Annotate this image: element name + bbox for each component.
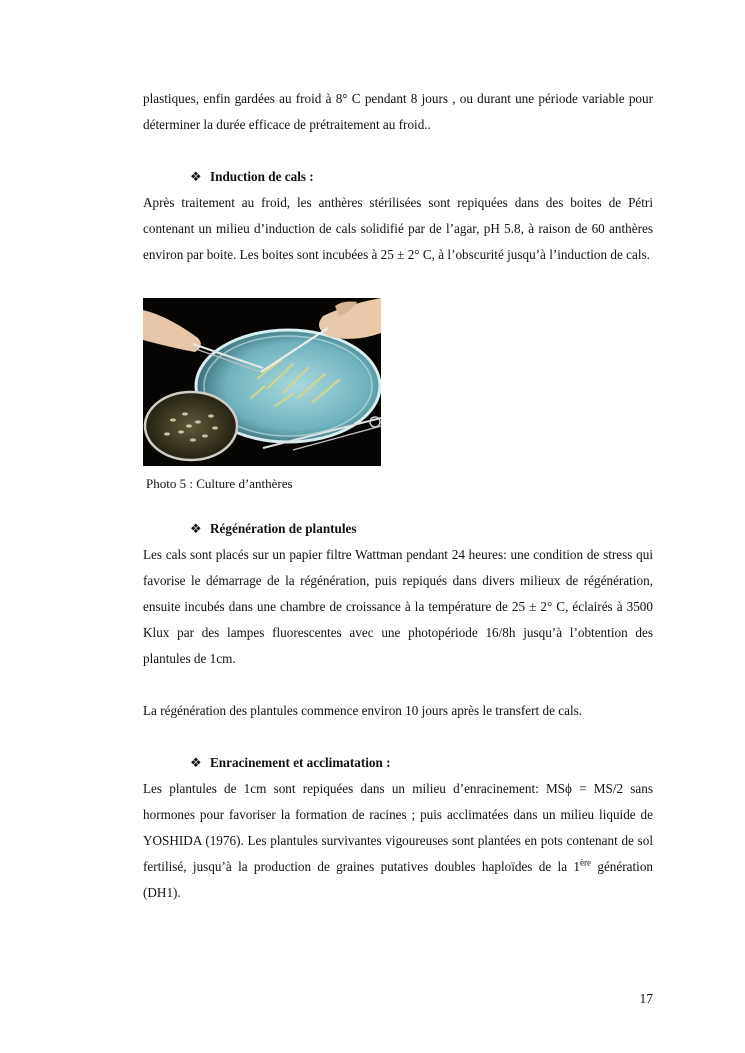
photo-caption: Photo 5 : Culture d’anthères [146,476,293,491]
heading-rooting-title: Enracinement et acclimatation : [210,755,391,770]
bullet-icon: ❖ [190,169,202,184]
heading-induction-title: Induction de cals : [210,169,314,184]
paragraph-rooting-end: génération (DH1). [143,859,654,900]
paragraph-rooting-text: Les plantules de 1cm sont repiquées dans un milieu d’enracinement: MSϕ = MS/2 sans hormones pour favoriser la formation de racines ; puis acclimatées dans un milieu liquide de YOSHIDA (1976). Les plantules survivantes vigoureuses sont plantées en pots contenant de sol fertilisé, jusqu’à la production de graines putatives doubles haploïdes de la 1 [143,781,653,874]
document-page [143,86,653,906]
anther-culture-photo [143,298,381,466]
heading-regeneration-title: Régénération de plantules [210,521,357,536]
paragraph-intro: plastiques, enfin gardées au froid à 8° C pendant 8 jours , ou durant une période variable pour déterminer la durée efficace de prétraitement au froid.. [143,91,653,132]
paragraph-rooting [143,776,653,906]
heading-induction [190,164,653,190]
paragraph-regeneration: Les cals sont placés sur un papier filtre Wattman pendant 24 heures: une condition de stress qui favorise le démarrage de la régénération, puis repiqués dans divers milieux de régénération, ensuite incubés dans une chambre de croissance à la température de 25 ± 2° C, éclairés à 3500 Klux par des lampes fluorescentes avec une photopériode 16/8h jusqu’à l’obtention des plantules de 1cm. [143,547,653,666]
heading-regeneration [190,516,653,542]
heading-rooting [190,750,653,776]
paragraph-induction: Après traitement au froid, les anthères stérilisées sont repiquées dans des boites de Pétri contenant un milieu d’induction de cals solidifié par de l’agar, pH 5.8, à raison de 60 anthères environ par boite. Les boites sont incubées à 25 ± 2° C, à l’obscurité jusqu’à l’induction de cals. [143,195,653,262]
paragraph-regeneration-start: La régénération des plantules commence environ 10 jours après le transfert de cals. [143,703,583,718]
superscript-ere: ère [580,857,592,868]
bullet-icon: ❖ [190,755,202,770]
page-number: 17 [639,991,653,1006]
bullet-icon: ❖ [190,521,202,536]
